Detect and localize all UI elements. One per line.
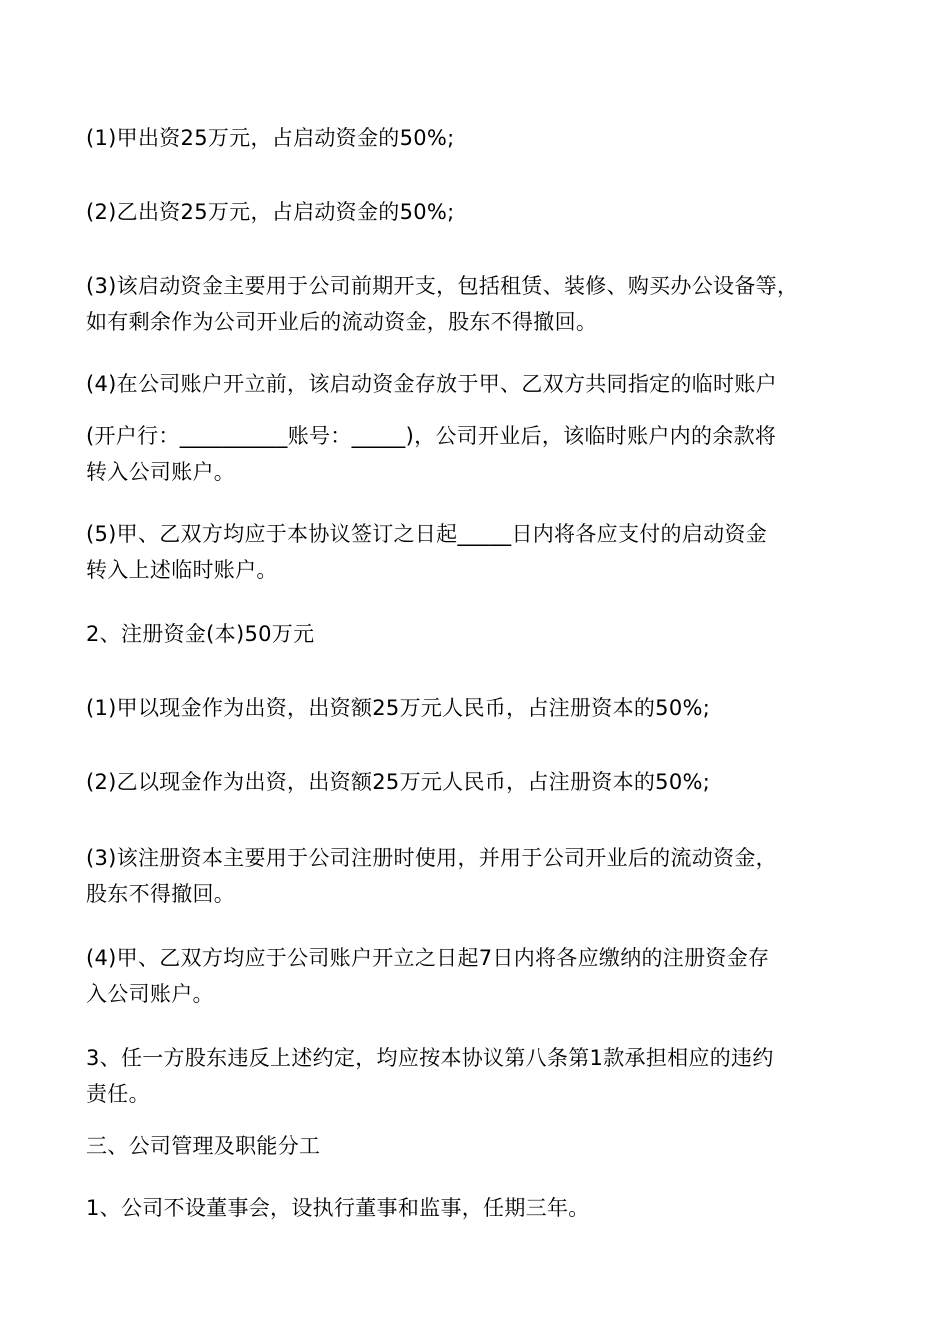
text-line: 转入上述临时账户。	[86, 558, 278, 582]
text-line: (1)甲出资25万元，占启动资金的50%;	[86, 126, 455, 150]
text-line: 3、任一方股东违反上述约定，均应按本协议第八条第1款承担相应的违约	[86, 1046, 774, 1070]
section-heading	[86, 1128, 886, 1164]
paragraph	[86, 940, 886, 1012]
paragraph	[86, 418, 886, 490]
paragraph	[86, 764, 886, 800]
paragraph	[86, 120, 886, 156]
text-line: 如有剩余作为公司开业后的流动资金，股东不得撤回。	[86, 310, 598, 334]
paragraph	[86, 366, 886, 402]
text-line: (3)该启动资金主要用于公司前期开支，包括租赁、装修、购买办公设备等，	[86, 274, 799, 298]
text-line: 股东不得撤回。	[86, 882, 236, 906]
paragraph	[86, 1190, 886, 1226]
paragraph	[86, 194, 886, 230]
paragraph	[86, 690, 886, 726]
text-line: (开户行：__________账号：_____)，公司开业后，该临时账户内的余款将	[86, 424, 777, 448]
text-line: (4)甲、乙双方均应于公司账户开立之日起7日内将各应缴纳的注册资金存	[86, 946, 770, 970]
text-line: 转入公司账户。	[86, 460, 236, 484]
text-line: 1、公司不设董事会，设执行董事和监事，任期三年。	[86, 1196, 590, 1220]
paragraph	[86, 840, 886, 912]
text-line: (2)乙出资25万元，占启动资金的50%;	[86, 200, 455, 224]
section-heading	[86, 616, 886, 652]
text-line: 2、注册资金(本)50万元	[86, 622, 315, 646]
text-line: 入公司账户。	[86, 982, 214, 1006]
paragraph	[86, 516, 886, 588]
text-line: (3)该注册资本主要用于公司注册时使用，并用于公司开业后的流动资金，	[86, 846, 777, 870]
text-line: 责任。	[86, 1082, 150, 1106]
text-line: (1)甲以现金作为出资，出资额25万元人民币，占注册资本的50%;	[86, 696, 711, 720]
paragraph	[86, 1040, 886, 1112]
paragraph	[86, 268, 886, 340]
text-line: (2)乙以现金作为出资，出资额25万元人民币，占注册资本的50%;	[86, 770, 711, 794]
text-line: (5)甲、乙双方均应于本协议签订之日起_____日内将各应支付的启动资金	[86, 522, 768, 546]
text-line: 三、公司管理及职能分工	[86, 1134, 321, 1158]
text-line: (4)在公司账户开立前，该启动资金存放于甲、乙双方共同指定的临时账户	[86, 372, 777, 396]
